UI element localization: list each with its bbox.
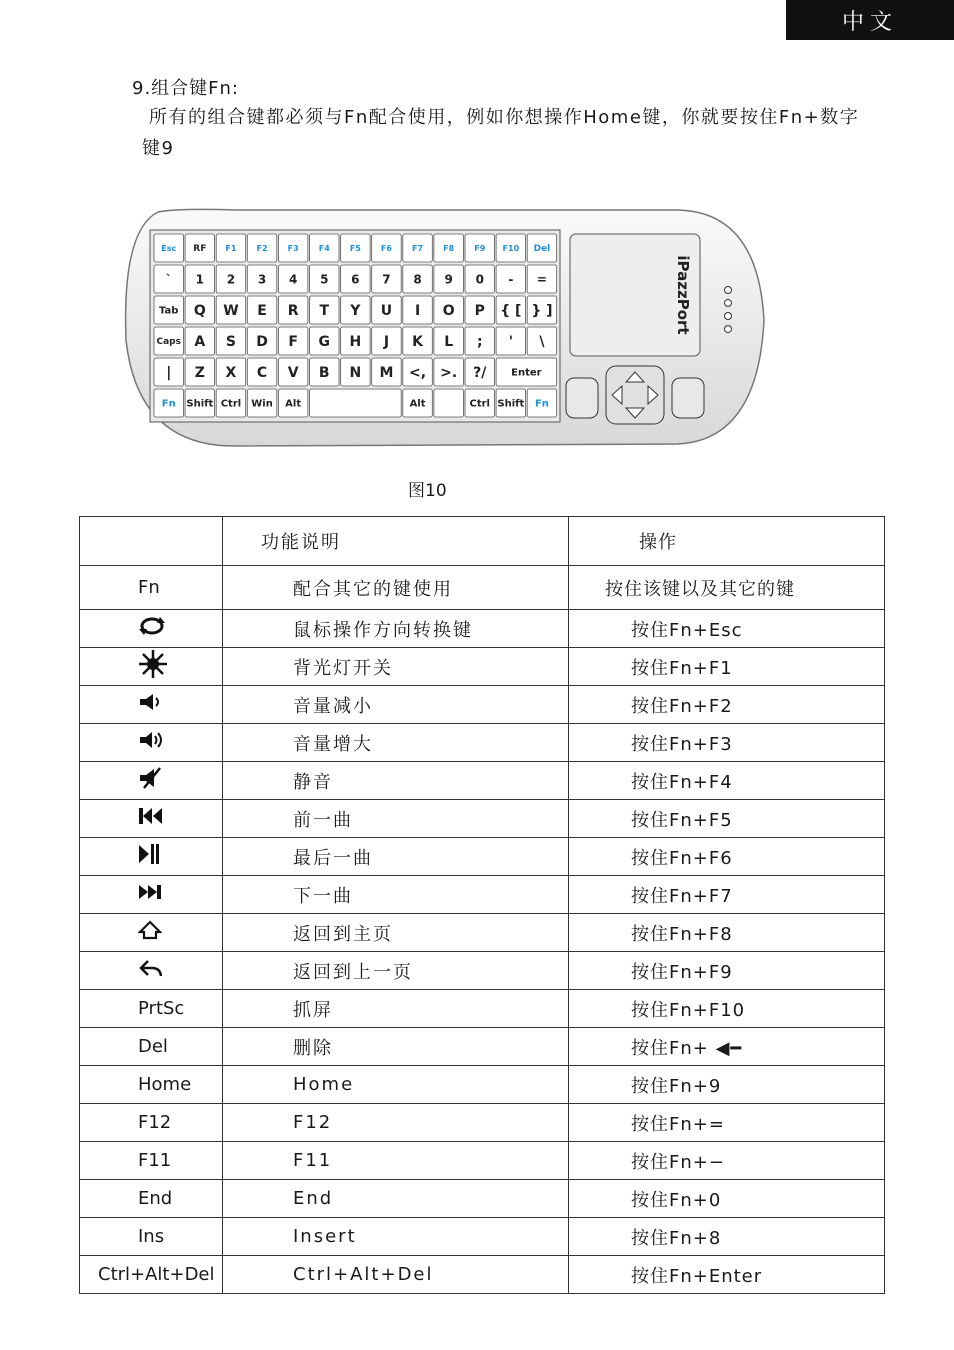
table-row bbox=[80, 876, 885, 914]
play-pause-icon bbox=[138, 842, 160, 871]
operation-cell: 按住Fn+9 bbox=[569, 1066, 885, 1104]
key-label: Caps bbox=[156, 337, 181, 348]
key-cell bbox=[80, 686, 223, 724]
key-label: Enter bbox=[511, 367, 542, 379]
operation-cell: 按住Fn+Enter bbox=[569, 1256, 885, 1294]
key-label: 2 bbox=[226, 272, 236, 287]
key-label: F6 bbox=[380, 243, 392, 253]
table-row bbox=[80, 762, 885, 800]
language-tab[interactable]: 中文 bbox=[786, 0, 954, 40]
key-label: F10 bbox=[502, 243, 520, 253]
key-label: 8 bbox=[413, 272, 422, 287]
key-label: R bbox=[287, 303, 299, 320]
key-label: Ctrl bbox=[220, 398, 242, 410]
operation-cell: 按住Fn+− bbox=[569, 1142, 885, 1180]
header-key bbox=[80, 517, 223, 566]
key-cell: F12 bbox=[80, 1104, 223, 1142]
function-cell: F11 bbox=[223, 1142, 569, 1180]
key-label: 3 bbox=[257, 272, 267, 287]
key-label: Alt bbox=[285, 398, 302, 410]
table-row bbox=[80, 1066, 885, 1104]
key-label: G bbox=[318, 334, 330, 351]
key-label: } ] bbox=[531, 303, 553, 320]
key-label: F9 bbox=[474, 243, 486, 253]
direction-pad bbox=[606, 366, 664, 424]
table-row bbox=[80, 724, 885, 762]
mute-icon bbox=[138, 766, 164, 795]
table-row bbox=[80, 1218, 885, 1256]
key-label: Del bbox=[533, 244, 551, 255]
function-cell: End bbox=[223, 1180, 569, 1218]
key-label: H bbox=[349, 334, 362, 351]
key-label: T bbox=[319, 303, 330, 320]
key-label: F8 bbox=[443, 243, 455, 253]
table-row bbox=[80, 648, 885, 686]
left-mouse-button bbox=[566, 378, 598, 418]
key-label: F3 bbox=[287, 243, 299, 253]
key-label: Shift bbox=[497, 398, 525, 410]
key-label: L bbox=[444, 334, 454, 351]
key-label: C bbox=[256, 365, 268, 382]
function-cell: 鼠标操作方向转换键 bbox=[223, 610, 569, 648]
section-heading: 9.组合键Fn: bbox=[132, 78, 239, 99]
key-label: <, bbox=[409, 365, 427, 382]
key-cell bbox=[80, 610, 223, 648]
key-cell: F11 bbox=[80, 1142, 223, 1180]
key-label: Q bbox=[193, 303, 206, 320]
key-label: = bbox=[536, 272, 547, 287]
operation-cell: 按住Fn+F8 bbox=[569, 914, 885, 952]
key-cell: Fn bbox=[80, 566, 223, 610]
key-label: ?/ bbox=[473, 365, 487, 382]
key-label: Z bbox=[194, 365, 205, 382]
table-row bbox=[80, 990, 885, 1028]
function-cell: 静音 bbox=[223, 762, 569, 800]
function-cell: 抓屏 bbox=[223, 990, 569, 1028]
operation-cell: 按住Fn+F4 bbox=[569, 762, 885, 800]
function-cell: 音量增大 bbox=[223, 724, 569, 762]
operation-cell: 按住Fn+0 bbox=[569, 1180, 885, 1218]
table-row bbox=[80, 1142, 885, 1180]
table-row bbox=[80, 1104, 885, 1142]
key-label: - bbox=[508, 272, 514, 287]
key bbox=[310, 389, 402, 417]
table-header-row bbox=[80, 517, 885, 566]
key-cell: Ctrl+Alt+Del bbox=[80, 1256, 223, 1294]
key-label: K bbox=[412, 334, 423, 351]
key-cell bbox=[80, 952, 223, 990]
key-label: F2 bbox=[256, 243, 268, 253]
key-label: ` bbox=[165, 272, 172, 287]
key-label: Alt bbox=[409, 398, 426, 410]
header-function: 功能说明 bbox=[223, 517, 569, 566]
key-label: Win bbox=[251, 398, 273, 410]
table-row bbox=[80, 686, 885, 724]
function-cell: 背光灯开关 bbox=[223, 648, 569, 686]
key-label: Ctrl bbox=[469, 398, 490, 410]
intro-line-1: 所有的组合键都必须与Fn配合使用，例如你想操作Home键，你就要按住Fn+数字 bbox=[149, 107, 860, 128]
key bbox=[434, 389, 464, 417]
key-label: RF bbox=[193, 244, 207, 255]
key-cell: PrtSc bbox=[80, 990, 223, 1028]
key-cell bbox=[80, 724, 223, 762]
key-label: U bbox=[380, 303, 393, 320]
key-label: Y bbox=[350, 303, 361, 320]
operation-cell: 按住Fn+F1 bbox=[569, 648, 885, 686]
key-cell bbox=[80, 648, 223, 686]
key-label: F1 bbox=[225, 243, 237, 253]
operation-cell: 按住Fn+8 bbox=[569, 1218, 885, 1256]
volume-up-icon bbox=[138, 730, 166, 755]
back-page-icon bbox=[138, 958, 164, 983]
key-label: Shift bbox=[186, 398, 214, 410]
key-label: ' bbox=[508, 334, 513, 351]
key-label: Esc bbox=[161, 243, 177, 253]
key-label: Tab bbox=[159, 305, 179, 317]
function-cell: F12 bbox=[223, 1104, 569, 1142]
key-label: P bbox=[474, 303, 485, 320]
key-label: N bbox=[349, 365, 362, 382]
key-label: | bbox=[166, 365, 172, 382]
function-cell: 返回到主页 bbox=[223, 914, 569, 952]
function-cell: Insert bbox=[223, 1218, 569, 1256]
function-cell: 下一曲 bbox=[223, 876, 569, 914]
key-label: D bbox=[256, 334, 268, 351]
table-row bbox=[80, 566, 885, 610]
right-mouse-button bbox=[672, 378, 704, 418]
operation-cell: 按住Fn+F2 bbox=[569, 686, 885, 724]
function-cell: 音量减小 bbox=[223, 686, 569, 724]
key-label: 6 bbox=[351, 272, 360, 287]
key-label: O bbox=[442, 303, 455, 320]
key-label: A bbox=[194, 334, 206, 351]
key-label: 9 bbox=[444, 272, 453, 287]
fn-combination-table bbox=[79, 516, 885, 1294]
key-label: 5 bbox=[320, 272, 329, 287]
key-label: F bbox=[288, 334, 298, 351]
key-label: W bbox=[223, 303, 239, 320]
operation-cell: 按住Fn+= bbox=[569, 1104, 885, 1142]
table-row bbox=[80, 838, 885, 876]
key-cell: End bbox=[80, 1180, 223, 1218]
brand-label: iPazzPort bbox=[674, 255, 692, 335]
key-label: Fn bbox=[534, 398, 549, 410]
key-label: >. bbox=[440, 365, 458, 382]
key-label: B bbox=[318, 365, 330, 382]
key-label: M bbox=[379, 365, 394, 382]
key-cell bbox=[80, 876, 223, 914]
key-label: F7 bbox=[412, 243, 424, 253]
key-label: V bbox=[287, 365, 299, 382]
operation-cell: 按住Fn+F3 bbox=[569, 724, 885, 762]
key-label: X bbox=[225, 365, 237, 382]
home-page-icon bbox=[138, 920, 162, 945]
key-cell: Del bbox=[80, 1028, 223, 1066]
key-label: Fn bbox=[161, 398, 176, 410]
volume-down-icon bbox=[138, 692, 164, 717]
function-cell: Home bbox=[223, 1066, 569, 1104]
key-label: F4 bbox=[318, 243, 330, 253]
function-cell: 前一曲 bbox=[223, 800, 569, 838]
table-row bbox=[80, 952, 885, 990]
key-label: 4 bbox=[288, 272, 298, 287]
table-row bbox=[80, 800, 885, 838]
key-cell bbox=[80, 762, 223, 800]
figure-caption: 图10 bbox=[408, 481, 447, 501]
key-label: 7 bbox=[382, 272, 391, 287]
key-label: S bbox=[225, 334, 236, 351]
key-cell: Home bbox=[80, 1066, 223, 1104]
key-label: 1 bbox=[195, 272, 205, 287]
intro-line-2: 键9 bbox=[142, 138, 175, 159]
function-cell: Ctrl+Alt+Del bbox=[223, 1256, 569, 1294]
key-label: I bbox=[414, 303, 421, 320]
operation-cell: 按住Fn+F10 bbox=[569, 990, 885, 1028]
key-cell: Ins bbox=[80, 1218, 223, 1256]
mouse-direction-switch-icon bbox=[138, 615, 166, 642]
key-label: 0 bbox=[475, 272, 484, 287]
key-label: \ bbox=[539, 334, 545, 351]
function-cell: 最后一曲 bbox=[223, 838, 569, 876]
next-track-icon bbox=[138, 884, 162, 905]
operation-cell: 按住该键以及其它的键 bbox=[569, 566, 885, 610]
key-label: E bbox=[257, 303, 267, 320]
function-cell: 返回到上一页 bbox=[223, 952, 569, 990]
key-label: { [ bbox=[500, 303, 522, 320]
table-row bbox=[80, 914, 885, 952]
intro-paragraph bbox=[142, 102, 892, 164]
operation-cell: 按住Fn+ ◀━ bbox=[569, 1028, 885, 1066]
backlight-icon bbox=[138, 649, 168, 684]
operation-cell: 按住Fn+F9 bbox=[569, 952, 885, 990]
keyboard-illustration bbox=[118, 200, 768, 466]
key-cell bbox=[80, 914, 223, 952]
table-row bbox=[80, 1028, 885, 1066]
key-label: ; bbox=[476, 334, 483, 351]
key-cell bbox=[80, 800, 223, 838]
header-operation: 操作 bbox=[569, 517, 885, 566]
key-label: F5 bbox=[349, 243, 361, 253]
table-row bbox=[80, 1180, 885, 1218]
operation-cell: 按住Fn+F5 bbox=[569, 800, 885, 838]
previous-track-icon bbox=[138, 807, 164, 830]
function-cell: 配合其它的键使用 bbox=[223, 566, 569, 610]
key-cell bbox=[80, 838, 223, 876]
table-row bbox=[80, 610, 885, 648]
operation-cell: 按住Fn+Esc bbox=[569, 610, 885, 648]
operation-cell: 按住Fn+F6 bbox=[569, 838, 885, 876]
table-row bbox=[80, 1256, 885, 1294]
operation-cell: 按住Fn+F7 bbox=[569, 876, 885, 914]
key-label: J bbox=[383, 334, 390, 351]
function-cell: 删除 bbox=[223, 1028, 569, 1066]
